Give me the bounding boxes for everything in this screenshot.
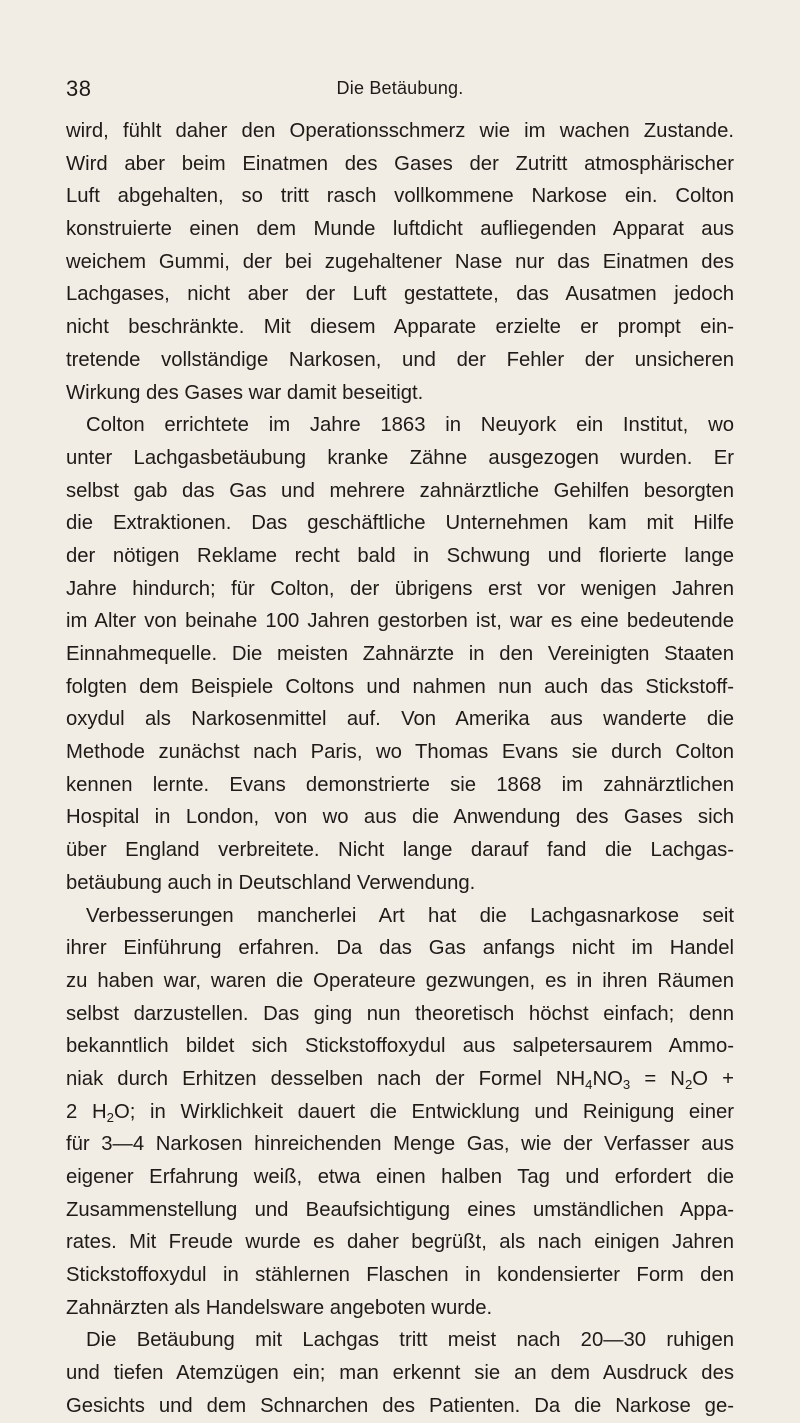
text-line: selbst darzustellen. Das ging nun theoretisch höchst einfach; denn bbox=[66, 1002, 734, 1025]
text-line: Gesichts und dem Schnarchen des Patienten. Da die Narkose ge- bbox=[66, 1394, 734, 1417]
text-line: kennen lernte. Evans demonstrierte sie 1868 im zahnärztlichen bbox=[66, 773, 734, 796]
text-line: zu haben war, waren die Operateure gezwungen, es in ihren Räumen bbox=[66, 969, 734, 992]
formula-subscript: 4 bbox=[585, 1076, 593, 1092]
text-line: Zahnärzten als Handelsware angeboten wurde. bbox=[66, 1296, 493, 1319]
formula-text: 2 H bbox=[66, 1100, 107, 1123]
text-line: Methode zunächst nach Paris, wo Thomas Evans sie durch Colton bbox=[66, 741, 734, 764]
text-line: Wird aber beim Einatmen des Gases der Zutritt atmosphärischer bbox=[66, 152, 734, 175]
text-line: wird, fühlt daher den Operationsschmerz wie im wachen Zustande. bbox=[66, 120, 734, 142]
text-line: Luft abgehalten, so tritt rasch vollkommene Narkose ein. Colton bbox=[66, 185, 734, 208]
running-head: Die Betäubung. bbox=[336, 78, 464, 98]
text-line: im Alter von beinahe 100 Jahren gestorben ist, war es eine bedeutende bbox=[66, 610, 734, 633]
text-line: betäubung auch in Deutschland Verwendung. bbox=[66, 871, 476, 894]
text-line: weichem Gummi, der bei zugehaltener Nase nur das Einatmen des bbox=[66, 250, 734, 273]
text-line: unter Lachgasbetäubung kranke Zähne ausgezogen wurden. Er bbox=[66, 446, 734, 469]
formula-text: = N bbox=[630, 1067, 685, 1090]
formula-subscript: 2 bbox=[684, 1076, 693, 1092]
formula-line bbox=[66, 1096, 734, 1129]
page-number: 38 bbox=[66, 76, 92, 101]
text-line: über England verbreitete. Nicht lange darauf fand die Lachgas- bbox=[66, 839, 734, 862]
formula-text: niak durch Erhitzen desselben nach der Formel NH bbox=[66, 1067, 586, 1090]
text-line: konstruierte einen dem Munde luftdicht aufliegenden Apparat aus bbox=[66, 218, 734, 241]
text-line: Stickstoffoxydul in stählernen Flaschen in kondensierter Form den bbox=[66, 1264, 734, 1287]
text-line: und tiefen Atemzügen ein; man erkennt sie an dem Ausdruck des bbox=[66, 1362, 734, 1385]
formula-subscript: 3 bbox=[622, 1076, 631, 1092]
text-line: Wirkung des Gases war damit beseitigt. bbox=[66, 381, 424, 404]
formula-subscript: 2 bbox=[106, 1109, 114, 1125]
text-line: Jahre hindurch; für Colton, der übrigens erst vor wenigen Jahren bbox=[66, 577, 734, 600]
text-line: rates. Mit Freude wurde es daher begrüßt, als nach einigen Jahren bbox=[66, 1231, 734, 1254]
text-line: ihrer Einführung erfahren. Da das Gas anfangs nicht im Handel bbox=[66, 937, 734, 960]
text-line: folgten dem Beispiele Coltons und nahmen nun auch das Stickstoff- bbox=[66, 675, 734, 698]
text-line: die Extraktionen. Das geschäftliche Unternehmen kam mit Hilfe bbox=[66, 512, 734, 535]
text-line: nicht beschränkte. Mit diesem Apparate erzielte er prompt ein- bbox=[66, 316, 734, 339]
formula-text: NO bbox=[592, 1067, 623, 1090]
text-line: Verbesserungen mancherlei Art hat die Lachgasnarkose seit bbox=[86, 904, 734, 927]
text-line: Hospital in London, von wo aus die Anwendung des Gases sich bbox=[66, 806, 734, 829]
text-line: Lachgases, nicht aber der Luft gestattete, das Ausatmen jedoch bbox=[66, 283, 734, 306]
formula-line bbox=[66, 1063, 734, 1096]
body-text bbox=[66, 115, 734, 1423]
text-line: oxydul als Narkosenmittel auf. Von Amerika aus wanderte die bbox=[66, 708, 734, 731]
text-line: selbst gab das Gas und mehrere zahnärztliche Gehilfen besorgten bbox=[66, 479, 734, 502]
text-line: Einnahmequelle. Die meisten Zahnärzte in den Vereinigten Staaten bbox=[66, 643, 734, 665]
text-line: Colton errichtete im Jahre 1863 in Neuyork ein Institut, wo bbox=[86, 414, 734, 437]
formula-text: O; in Wirklichkeit dauert die Entwicklung und Reinigung einer bbox=[113, 1100, 735, 1123]
text-line: eigener Erfahrung weiß, etwa einen halben Tag und erfordert die bbox=[66, 1166, 734, 1188]
text-line: Die Betäubung mit Lachgas tritt meist nach 20—30 ruhigen bbox=[86, 1329, 734, 1352]
text-line: tretende vollständige Narkosen, und der Fehler der unsicheren bbox=[66, 348, 734, 371]
text-line: für 3—4 Narkosen hinreichenden Menge Gas, wie der Verfasser aus bbox=[66, 1133, 734, 1156]
text-line: der nötigen Reklame recht bald in Schwung und florierte lange bbox=[66, 544, 734, 567]
page-header bbox=[66, 72, 734, 108]
formula-text: O + bbox=[692, 1067, 734, 1090]
text-line: Zusammenstellung und Beaufsichtigung eines umständlichen Appa- bbox=[66, 1198, 734, 1221]
text-line: bekanntlich bildet sich Stickstoffoxydul aus salpetersaurem Ammo- bbox=[66, 1035, 734, 1058]
